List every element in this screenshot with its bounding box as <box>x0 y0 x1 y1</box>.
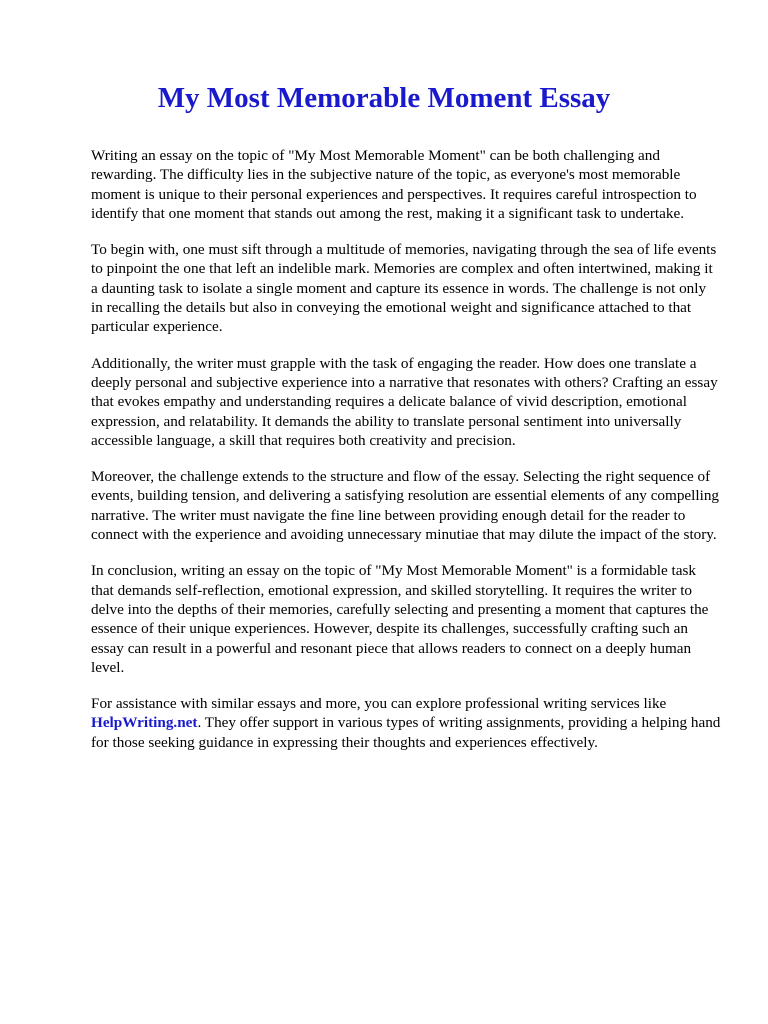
paragraph-5: In conclusion, writing an essay on the topic of "My Most Memorable Moment" is a formidable task that demands self-reflection, emotional expression, and skilled storytelling. It requires the writer to delve into the depths of their memories, carefully selecting and presenting a moment that captures the essence of their unique experiences. However, despite its challenges, successfully crafting such an essay can result in a powerful and resonant piece that allows readers to connect on a deeply human level. <box>91 562 709 676</box>
paragraph-3: Additionally, the writer must grapple with the task of engaging the reader. How does one translate a deeply personal and subjective experience into a narrative that resonates with others? Crafting an essay that evokes empathy and understanding requires a delicate balance of vivid description, emotional expression, and relatability. It demands the ability to translate personal sentiment into universally accessible language, a skill that requires both creativity and precision. <box>91 354 718 449</box>
page-title: My Most Memorable Moment Essay <box>157 82 611 114</box>
helpwriting-link[interactable]: HelpWriting.net <box>91 714 198 732</box>
closing-paragraph <box>91 694 721 752</box>
paragraph-2: To begin with, one must sift through a multitude of memories, navigating through the sea of life events to pinpoint the one that left an indelible mark. Memories are complex and often intertwined, making it a daunting task to isolate a single moment and capture its essence in words. The challenge is not only in recalling the details but also in conveying the emotional weight and significance attached to that particular experience. <box>91 241 717 336</box>
essay-body <box>91 146 721 769</box>
paragraph-1: Writing an essay on the topic of "My Most Memorable Moment" can be both challenging and rewarding. The difficulty lies in the subjective nature of the topic, as everyone's most memorable moment is unique to their personal experiences and perspectives. It requires careful introspection to identify that one moment that stands out among the rest, making it a significant task to undertake. <box>91 147 697 222</box>
paragraph-4: Moreover, the challenge extends to the structure and flow of the essay. Selecting the right sequence of events, building tension, and delivering a satisfying resolution are essential elements of any compelling narrative. The writer must navigate the fine line between providing enough detail for the reader to connect with the experience and avoiding unnecessary minutiae that may dilute the impact of the story. <box>91 468 720 544</box>
closing-text-before-link: For assistance with similar essays and more, you can explore professional writing services like <box>91 695 667 713</box>
closing-text-after-link: . They offer support in various types of writing assignments, providing a helping hand for those seeking guidance in expressing their thoughts and experiences effectively. <box>91 714 721 751</box>
